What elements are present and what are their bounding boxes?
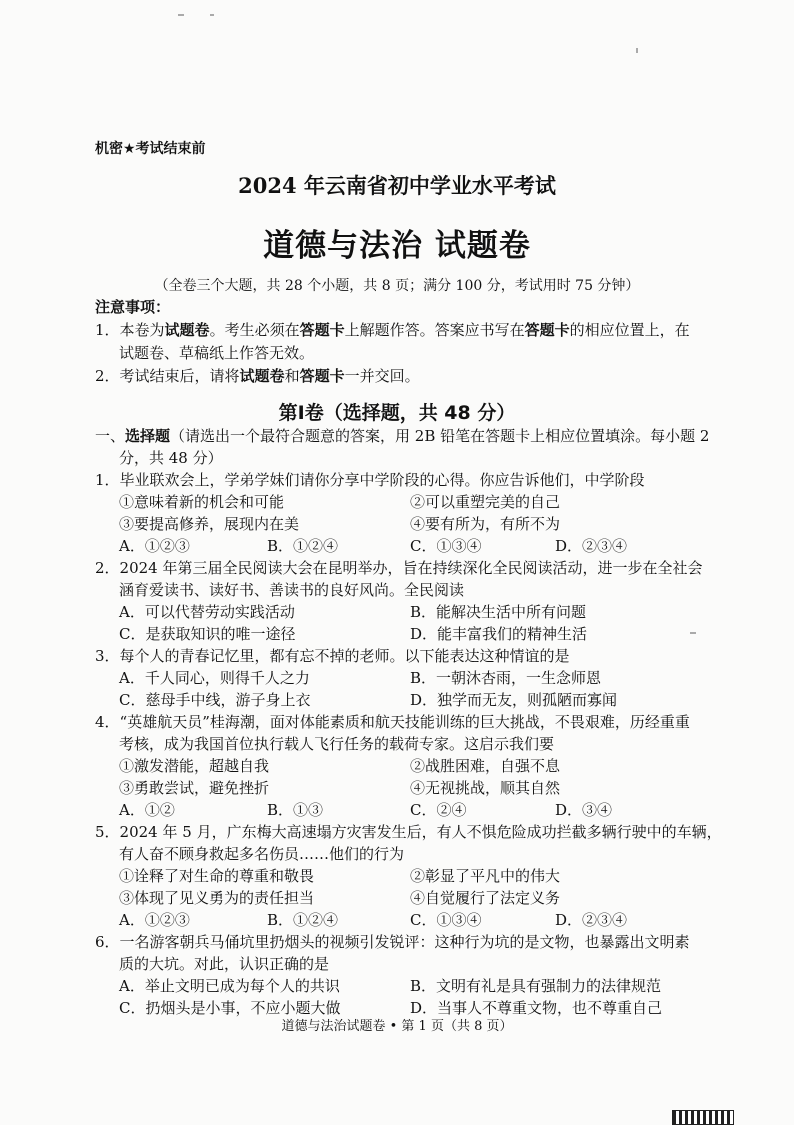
scan-speck xyxy=(210,14,214,16)
confidential-label: 机密★考试结束前 xyxy=(95,141,206,157)
q1-option-c: C．①③④ xyxy=(410,537,482,555)
q4-statement-4: ④无视挑战，顺其自然 xyxy=(410,779,561,797)
question-4-stem-line2: 考核，成为我国首位执行载人飞行任务的载荷专家。这启示我们要 xyxy=(119,735,555,753)
q5-option-a: A．①②③ xyxy=(119,911,190,929)
q1-statement-1: ①意味着新的机会和可能 xyxy=(119,493,285,511)
question-2-stem: 2．2024 年第三届全民阅读大会在昆明举办，旨在持续深化全民阅读活动，进一步在全社会 xyxy=(95,559,703,577)
q3-option-c: C．慈母手中线，游子身上衣 xyxy=(119,691,311,709)
q6-option-c: C．扔烟头是小事，不应小题大做 xyxy=(119,999,341,1017)
notes-title: 注意事项： xyxy=(95,298,171,316)
scan-speck xyxy=(178,14,184,16)
page-footer: 道德与法治试题卷 • 第 1 页（共 8 页） xyxy=(281,1019,513,1034)
q6-option-a: A．举止文明已成为每个人的共识 xyxy=(119,977,340,995)
q1-option-b: B．①②④ xyxy=(267,537,339,555)
q2-option-b: B．能解决生活中所有问题 xyxy=(410,603,587,621)
scan-speck xyxy=(636,48,638,53)
q4-statement-1: ①激发潜能，超越自我 xyxy=(119,757,270,775)
question-6-stem-line2: 质的大坑。对此，认识正确的是 xyxy=(119,955,330,973)
q4-option-c: C．②④ xyxy=(410,801,467,819)
q5-option-c: C．①③④ xyxy=(410,911,482,929)
scan-speck xyxy=(690,632,696,634)
section-heading-line2: 分，共 48 分） xyxy=(119,449,223,467)
question-1-stem: 1．毕业联欢会上，学弟学妹们请你分享中学阶段的心得。你应告诉他们，中学阶段 xyxy=(95,471,645,489)
exam-title: 2024 年云南省初中学业水平考试 xyxy=(238,173,556,198)
subject-title: 道德与法治 试题卷 xyxy=(263,228,531,264)
question-6-stem: 6．一名游客朝兵马俑坑里扔烟头的视频引发锐评：这种行为坑的是文物，也暴露出文明素 xyxy=(95,933,690,951)
q5-statement-4: ④自觉履行了法定义务 xyxy=(410,889,561,907)
question-4-stem: 4．“英雄航天员”桂海潮，面对体能素质和航天技能训练的巨大挑战，不畏艰难，历经重重 xyxy=(95,713,690,731)
q4-statement-2: ②战胜困难，自强不息 xyxy=(410,757,561,775)
question-5-stem: 5．2024 年 5 月，广东梅大高速塌方灾害发生后，有人不惧危险成功拦截多辆行驶中的车辆， xyxy=(95,823,722,841)
q1-option-a: A．①②③ xyxy=(119,537,190,555)
q4-option-b: B．①③ xyxy=(267,801,324,819)
note-1-line2: 试题卷、草稿纸上作答无效。 xyxy=(119,344,315,362)
question-5-stem-line2: 有人奋不顾身救起多名伤员……他们的行为 xyxy=(119,845,405,863)
q4-option-a: A．①② xyxy=(119,801,175,819)
note-1: 1．本卷为试题卷。考生必须在答题卡上解题作答。答案应书写在答题卡的相应位置上，在 xyxy=(95,321,690,339)
section-heading: 一、选择题（请选出一个最符合题意的答案，用 2B 铅笔在答题卡上相应位置填涂。每小题 2 xyxy=(95,427,710,445)
section-title: 第Ⅰ卷（选择题，共 48 分） xyxy=(278,402,516,424)
question-3-stem: 3．每个人的青春记忆里，都有忘不掉的老师。以下能表达这种情谊的是 xyxy=(95,647,570,665)
q5-statement-1: ①诠释了对生命的尊重和敬畏 xyxy=(119,867,315,885)
question-2-stem-line2: 涵育爱读书、读好书、善读书的良好风尚。全民阅读 xyxy=(119,581,465,599)
q2-option-a: A．可以代替劳动实践活动 xyxy=(119,603,295,621)
q1-statement-2: ②可以重塑完美的自己 xyxy=(410,493,561,511)
q5-statement-2: ②彰显了平凡中的伟大 xyxy=(410,867,561,885)
q2-option-c: C．是获取知识的唯一途径 xyxy=(119,625,296,643)
q1-statement-3: ③要提高修养，展现内在美 xyxy=(119,515,300,533)
note-2: 2．考试结束后，请将试题卷和答题卡一并交回。 xyxy=(95,367,420,385)
q2-option-d: D．能丰富我们的精神生活 xyxy=(410,625,588,643)
q3-option-a: A．千人同心，则得千人之力 xyxy=(119,669,310,687)
q5-statement-3: ③体现了见义勇为的责任担当 xyxy=(119,889,315,907)
q6-option-b: B．文明有礼是具有强制力的法律规范 xyxy=(410,977,662,995)
q5-option-d: D．②③④ xyxy=(555,911,628,929)
q3-option-d: D．独学而无友，则孤陋而寡闻 xyxy=(410,691,618,709)
q4-option-d: D．③④ xyxy=(555,801,613,819)
q1-option-d: D．②③④ xyxy=(555,537,628,555)
exam-info: （全卷三个大题，共 28 个小题，共 8 页；满分 100 分，考试用时 75 分钟） xyxy=(154,278,640,294)
q4-statement-3: ③勇敢尝试，避免挫折 xyxy=(119,779,270,797)
q1-statement-4: ④要有所为，有所不为 xyxy=(410,515,561,533)
q6-option-d: D．当事人不尊重文物，也不尊重自己 xyxy=(410,999,663,1017)
q5-option-b: B．①②④ xyxy=(267,911,339,929)
q3-option-b: B．一朝沐杏雨，一生念师恩 xyxy=(410,669,602,687)
